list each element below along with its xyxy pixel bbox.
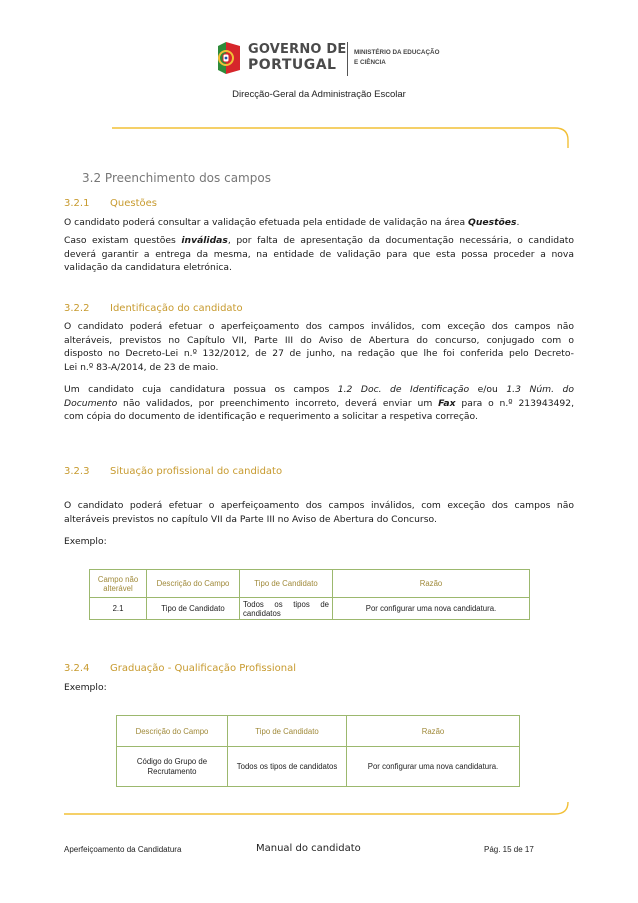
subsection-title: Graduação - Qualificação Profissional <box>110 663 296 674</box>
section-heading <box>82 171 271 185</box>
logo-text-line1: GOVERNO DE <box>248 42 347 57</box>
example-label: Exemplo: <box>64 536 107 547</box>
subsection-number: 3.2.2 <box>64 303 90 314</box>
section-title: Preenchimento dos campos <box>104 171 271 185</box>
subsection-title: Questões <box>110 198 157 209</box>
text-line: com cópia do documento de identificação e requerimento a solicitar a respetiva correção. <box>64 411 478 422</box>
paragraph-questoes-1 <box>64 216 574 230</box>
cell: Tipo de Candidato <box>147 598 240 620</box>
paragraph-identificacao-2 <box>64 383 574 424</box>
subsection-heading-3-2-3 <box>64 466 282 477</box>
emphasis-documento: Documento <box>64 397 118 409</box>
table-row <box>90 598 530 620</box>
paragraph-questoes-2 <box>64 234 574 275</box>
header-cell: Razão <box>333 570 530 598</box>
subsection-heading-3-2-1 <box>64 198 157 209</box>
header-cell: Descrição do Campo <box>147 570 240 598</box>
subsection-heading-3-2-2 <box>64 303 243 314</box>
ministry-line2: E CIÊNCIA <box>354 59 386 66</box>
cell: Por configurar uma nova candidatura. <box>333 598 530 620</box>
cell: Todos os tipos de candidatos <box>228 747 347 787</box>
paragraph-situacao <box>64 499 574 526</box>
cell: Todos os tipos de candidatos <box>240 598 333 620</box>
emphasis-doc-id: 1.2 Doc. de Identificação <box>337 384 470 395</box>
header-subtitle: Direcção-Geral da Administração Escolar <box>232 89 406 100</box>
header-cell: Campo não alterável <box>90 570 147 598</box>
text: não validados, por preenchimento incorreto, deverá enviar um <box>117 397 439 409</box>
subsection-number: 3.2.3 <box>64 466 90 477</box>
header-cell: Tipo de Candidato <box>240 570 333 598</box>
table-situacao <box>89 569 530 620</box>
emphasis-num-doc: 1.3 Núm. do <box>506 384 574 395</box>
text: . <box>516 217 520 228</box>
section-number: 3.2 <box>82 171 102 185</box>
text-line: validação da candidatura eletrónica. <box>64 262 232 273</box>
text-line: Lei n.º 83-A/2014, de 23 de maio. <box>64 361 219 373</box>
subsection-number: 3.2.4 <box>64 663 90 674</box>
text-line: alteráveis, previstos no Capítulo VII, Parte III do Aviso de Abertura do concurso, conjugado com o <box>64 334 574 346</box>
table-header-row <box>117 716 520 747</box>
text-line: disposto no Decreto-Lei n.º 132/2012, de 27 de junho, na redação que lhe foi conferida pelo Decreto- <box>64 348 574 359</box>
table-row <box>117 747 520 787</box>
header-cell: Tipo de Candidato <box>228 716 347 747</box>
emphasis-fax: Fax <box>438 397 456 409</box>
example-label: Exemplo: <box>64 682 107 693</box>
text: Um candidato cuja candidatura possua os campos <box>64 384 338 395</box>
subsection-title: Situação profissional do candidato <box>110 466 283 477</box>
text: O candidato poderá consultar a validação efetuada pela entidade de validação na área <box>64 217 469 228</box>
paragraph-identificacao-1 <box>64 320 574 374</box>
table-graduacao <box>116 715 520 787</box>
text: Caso existam questões <box>64 235 182 246</box>
subsection-title: Identificação do candidato <box>110 303 243 314</box>
subsection-number: 3.2.1 <box>64 198 90 209</box>
header-cell: Razão <box>347 716 520 747</box>
emphasis-questoes: Questões <box>468 217 517 228</box>
text: e/ou <box>469 384 507 395</box>
subsection-heading-3-2-4 <box>64 663 296 674</box>
text-line: deverá garantir a entrega da mesma, na entidade de validação para que esta possa proceder a nova <box>64 248 574 260</box>
footer-page-number: Pág. 15 de 17 <box>484 845 534 854</box>
cell: Código do Grupo de Recrutamento <box>117 747 228 787</box>
footer-center: Manual do candidato <box>256 843 361 854</box>
ministry-line1: MINISTÉRIO DA EDUCAÇÃO <box>354 49 440 56</box>
text-line: O candidato poderá efetuar o aperfeiçoamento dos campos inválidos, com exceção dos campos não <box>64 321 574 332</box>
cell: 2.1 <box>90 598 147 620</box>
cell: Por configurar uma nova candidatura. <box>347 747 520 787</box>
text-line: O candidato poderá efetuar o aperfeiçoamento dos campos inválidos, com exceção dos campos não <box>64 500 574 511</box>
footer-left: Aperfeiçoamento da Candidatura <box>64 845 182 854</box>
table-header-row <box>90 570 530 598</box>
text-line: alteráveis previstos no capítulo VII da Parte III no Aviso de Abertura do Concurso. <box>64 513 437 525</box>
text: para o n.º 213943492, <box>455 397 574 409</box>
emphasis-invalidas: inválidas <box>181 235 228 246</box>
text: , por falta de apresentação da documentação necessária, o candidato <box>227 235 574 246</box>
logo-text-line2: PORTUGAL <box>248 57 337 73</box>
header-cell: Descrição do Campo <box>117 716 228 747</box>
